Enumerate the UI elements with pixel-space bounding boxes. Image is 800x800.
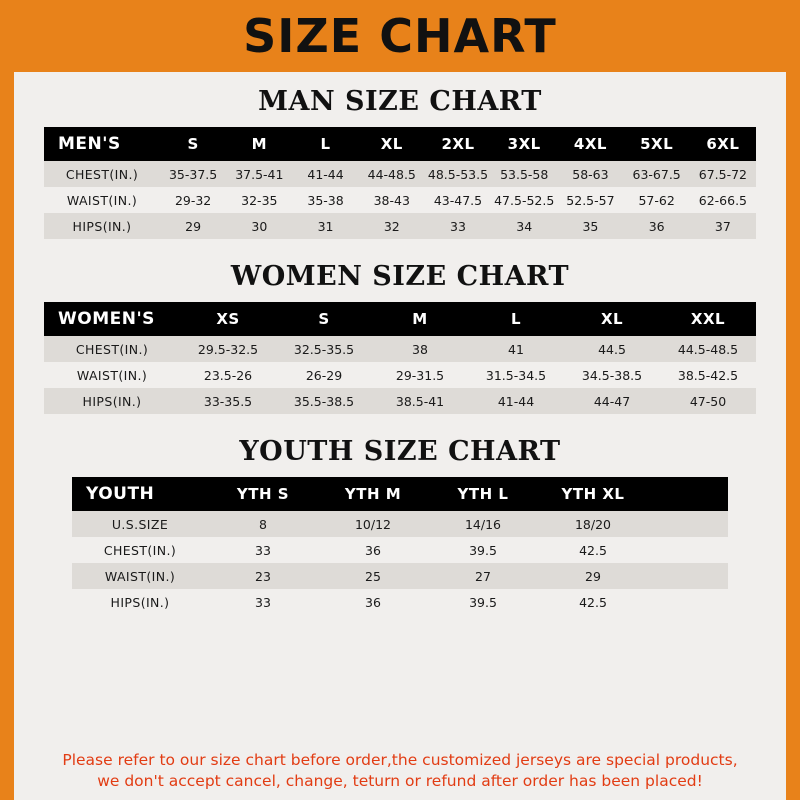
footer-notice <box>14 750 786 792</box>
cell-empty <box>648 563 728 589</box>
cell: 29.5-32.5 <box>180 336 276 362</box>
cell: 67.5-72 <box>690 161 756 187</box>
cell: 41-44 <box>292 161 358 187</box>
table-row <box>44 336 756 362</box>
cell: 29-31.5 <box>372 362 468 388</box>
cell: 37 <box>690 213 756 239</box>
cell: 32 <box>359 213 425 239</box>
cell: 41-44 <box>468 388 564 414</box>
cell: 34 <box>491 213 557 239</box>
column-header: YTH L <box>428 477 538 511</box>
cell: 47-50 <box>660 388 756 414</box>
cell-empty <box>648 589 728 615</box>
table-row <box>72 537 728 563</box>
cell: 32-35 <box>226 187 292 213</box>
cell: 43-47.5 <box>425 187 491 213</box>
page-title: SIZE CHART <box>243 9 557 63</box>
table-row <box>72 511 728 537</box>
table-row <box>72 589 728 615</box>
cell-empty <box>648 511 728 537</box>
row-label: WAIST(IN.) <box>44 362 180 388</box>
table-header-row <box>44 302 756 336</box>
cell: 36 <box>318 537 428 563</box>
man-section-title: MAN SIZE CHART <box>258 86 542 117</box>
cell: 26-29 <box>276 362 372 388</box>
cell: 44-48.5 <box>359 161 425 187</box>
cell: 53.5-58 <box>491 161 557 187</box>
cell: 57-62 <box>624 187 690 213</box>
column-header: 3XL <box>491 127 557 161</box>
cell: 44.5 <box>564 336 660 362</box>
column-header-empty <box>648 477 728 511</box>
column-header: 2XL <box>425 127 491 161</box>
column-header: XS <box>180 302 276 336</box>
table-header-row <box>44 127 756 161</box>
column-header: 5XL <box>624 127 690 161</box>
column-header: 6XL <box>690 127 756 161</box>
cell: 14/16 <box>428 511 538 537</box>
cell: 18/20 <box>538 511 648 537</box>
row-label: HIPS(IN.) <box>44 213 160 239</box>
footer-line-2: we don't accept cancel, change, teturn or refund after order has been placed! <box>97 772 703 791</box>
footer-line-1: Please refer to our size chart before order,the customized jerseys are special products, <box>62 751 738 770</box>
column-header: S <box>276 302 372 336</box>
cell: 10/12 <box>318 511 428 537</box>
cell: 42.5 <box>538 589 648 615</box>
cell: 58-63 <box>557 161 623 187</box>
row-label: HIPS(IN.) <box>44 388 180 414</box>
cell: 41 <box>468 336 564 362</box>
cell: 35-37.5 <box>160 161 226 187</box>
cell: 35-38 <box>292 187 358 213</box>
row-label: HIPS(IN.) <box>72 589 208 615</box>
cell: 35.5-38.5 <box>276 388 372 414</box>
row-label: CHEST(IN.) <box>72 537 208 563</box>
column-header: L <box>468 302 564 336</box>
table-row <box>72 563 728 589</box>
cell: 33-35.5 <box>180 388 276 414</box>
cell: 62-66.5 <box>690 187 756 213</box>
cell: 52.5-57 <box>557 187 623 213</box>
cell: 29 <box>160 213 226 239</box>
column-header: XL <box>359 127 425 161</box>
women-section-title: WOMEN SIZE CHART <box>230 261 570 292</box>
cell: 36 <box>624 213 690 239</box>
cell: 30 <box>226 213 292 239</box>
cell: 33 <box>208 589 318 615</box>
cell: 27 <box>428 563 538 589</box>
women-size-table <box>44 302 756 414</box>
cell: 31.5-34.5 <box>468 362 564 388</box>
cell: 38.5-42.5 <box>660 362 756 388</box>
cell: 39.5 <box>428 537 538 563</box>
table-corner-label: YOUTH <box>72 477 208 511</box>
column-header: YTH M <box>318 477 428 511</box>
banner <box>0 0 800 72</box>
row-label: CHEST(IN.) <box>44 161 160 187</box>
cell: 38-43 <box>359 187 425 213</box>
table-corner-label: WOMEN'S <box>44 302 180 336</box>
cell: 47.5-52.5 <box>491 187 557 213</box>
cell: 44-47 <box>564 388 660 414</box>
cell: 32.5-35.5 <box>276 336 372 362</box>
cell: 39.5 <box>428 589 538 615</box>
cell: 36 <box>318 589 428 615</box>
column-header: 4XL <box>557 127 623 161</box>
row-label: CHEST(IN.) <box>44 336 180 362</box>
column-header: YTH XL <box>538 477 648 511</box>
column-header: M <box>226 127 292 161</box>
cell: 8 <box>208 511 318 537</box>
cell: 23.5-26 <box>180 362 276 388</box>
table-row <box>44 362 756 388</box>
cell: 38.5-41 <box>372 388 468 414</box>
cell-empty <box>648 537 728 563</box>
cell: 31 <box>292 213 358 239</box>
column-header: M <box>372 302 468 336</box>
table-row <box>44 187 756 213</box>
man-size-table <box>44 127 756 239</box>
youth-size-table <box>72 477 728 615</box>
youth-section-title: YOUTH SIZE CHART <box>239 436 561 467</box>
table-row <box>44 161 756 187</box>
cell: 37.5-41 <box>226 161 292 187</box>
cell: 25 <box>318 563 428 589</box>
row-label: WAIST(IN.) <box>44 187 160 213</box>
cell: 44.5-48.5 <box>660 336 756 362</box>
table-header-row <box>72 477 728 511</box>
cell: 33 <box>425 213 491 239</box>
cell: 29 <box>538 563 648 589</box>
row-label: U.S.SIZE <box>72 511 208 537</box>
cell: 33 <box>208 537 318 563</box>
cell: 42.5 <box>538 537 648 563</box>
cell: 63-67.5 <box>624 161 690 187</box>
column-header: XXL <box>660 302 756 336</box>
cell: 38 <box>372 336 468 362</box>
table-row <box>44 388 756 414</box>
column-header: L <box>292 127 358 161</box>
column-header: S <box>160 127 226 161</box>
row-label: WAIST(IN.) <box>72 563 208 589</box>
table-corner-label: MEN'S <box>44 127 160 161</box>
cell: 48.5-53.5 <box>425 161 491 187</box>
cell: 35 <box>557 213 623 239</box>
cell: 29-32 <box>160 187 226 213</box>
cell: 34.5-38.5 <box>564 362 660 388</box>
column-header: XL <box>564 302 660 336</box>
column-header: YTH S <box>208 477 318 511</box>
cell: 23 <box>208 563 318 589</box>
table-row <box>44 213 756 239</box>
